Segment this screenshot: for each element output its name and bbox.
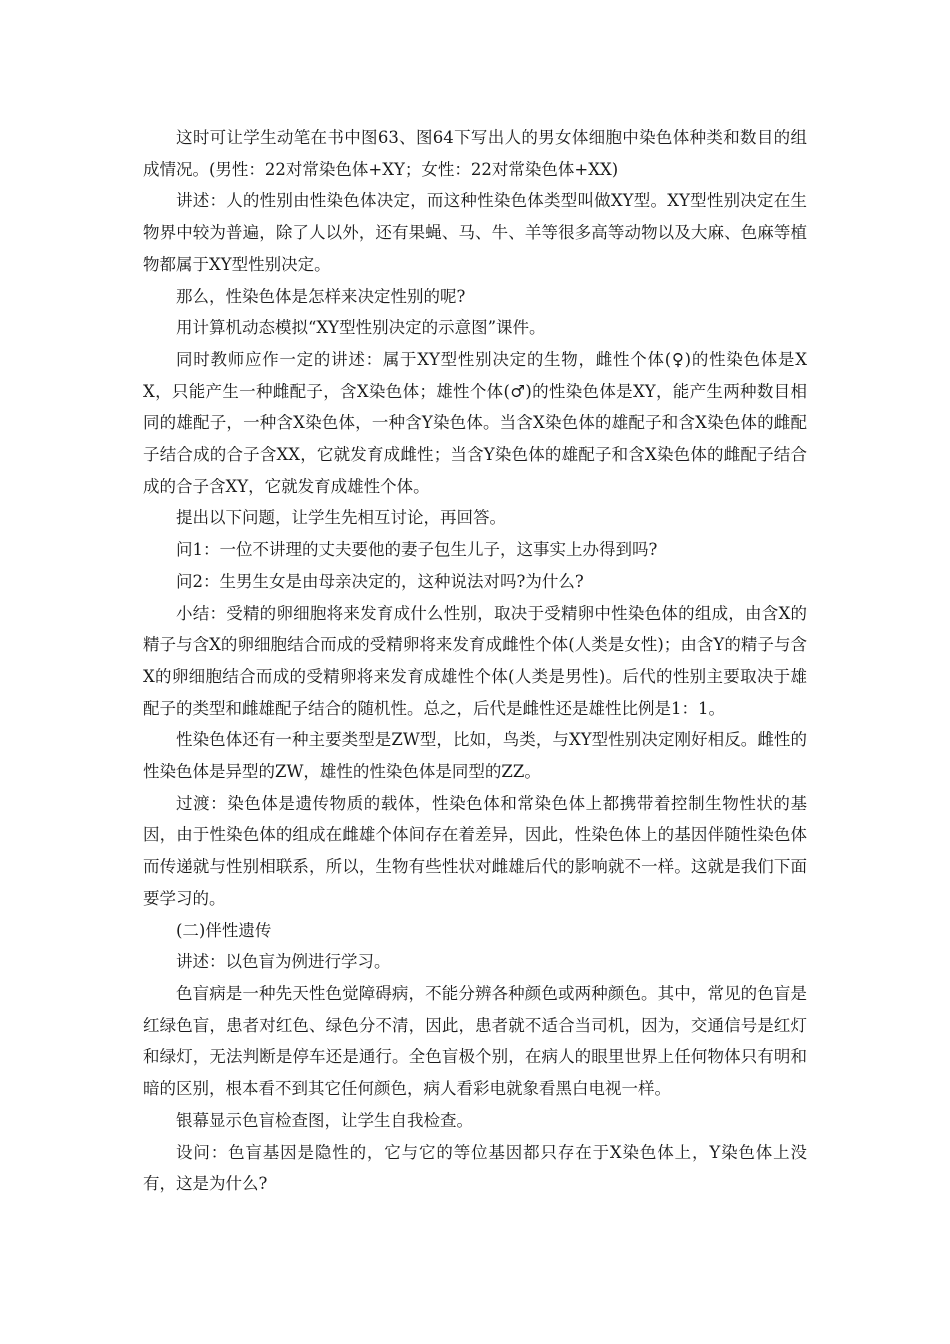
document-body (143, 122, 807, 1200)
paragraph-summary: 小结：受精的卵细胞将来发育成什么性别，取决于受精卵中性染色体的组成，由含X的精子与含X的卵细胞结合而成的受精卵将来发育成雌性个体(人类是女性)；由含Y的精子与含X的卵细胞结合而成的受精卵将来发育成雄性个体(人类是男性)。后代的性别主要取决于雄配子的类型和雌雄配子结合的随机性。总之，后代是雌性还是雄性比例是1：1。 (143, 603, 807, 718)
paragraph-gene-question: 设问：色盲基因是隐性的，它与它的等位基因都只存在于X染色体上，Y染色体上没有，这是为什么? (143, 1142, 807, 1194)
paragraph-color-blindness: 色盲病是一种先天性色觉障碍病，不能分辨各种颜色或两种颜色。其中，常见的色盲是红绿色盲，患者对红色、绿色分不清，因此，患者就不适合当司机，因为，交通信号是红灯和绿灯，无法判断是停车还是通行。全色盲极个别，在病人的眼里世界上任何物体只有明和暗的区别，根本看不到其它任何颜色，病人看彩电就象看黑白电视一样。 (143, 983, 807, 1099)
paragraph-computer-simulation: 用计算机动态模拟“XY型性别决定的示意图”课件。 (176, 318, 546, 338)
paragraph-question-intro: 那么，性染色体是怎样来决定性别的呢? (176, 286, 466, 306)
paragraph-zw-type: 性染色体还有一种主要类型是ZW型，比如，鸟类，与XY型性别决定刚好相反。雌性的性染色体是异型的ZW，雄性的性染色体是同型的ZZ。 (143, 730, 807, 782)
paragraph-xy-type-statement: 讲述：人的性别由性染色体决定，而这种性染色体类型叫做XY型。XY型性别决定在生物界中较为普遍，除了人以外，还有果蝇、马、牛、羊等很多高等动物以及大麻、色麻等植物都属于XY型性别决定。 (143, 191, 807, 274)
paragraph-color-blind-intro: 讲述：以色盲为例进行学习。 (176, 952, 391, 972)
paragraph-question-1: 问1：一位不讲理的丈夫要他的妻子包生儿子，这事实上办得到吗? (176, 540, 658, 560)
paragraph-teacher-explanation: 同时教师应作一定的讲述：属于XY型性别决定的生物，雌性个体(♀)的性染色体是XX，只能产生一种雌配子，含X染色体；雄性个体(♂)的性染色体是XY，能产生两种数目相同的雄配子，一种含X染色体，一种含Y染色体。当含X染色体的雄配子和含X染色体的雌配子结合成的合子含XX，它就发育成雌性；当含Y染色体的雄配子和含X染色体的雌配子结合成的合子含XY，它就发育成雄性个体。 (143, 349, 807, 496)
paragraph-chromosome-exercise: 这时可让学生动笔在书中图63、图64下写出人的男女体细胞中染色体种类和数目的组成情况。(男性：22对常染色体+XY；女性：22对常染色体+XX) (143, 128, 807, 179)
paragraph-screen-test: 银幕显示色盲检查图，让学生自我检查。 (176, 1110, 473, 1130)
paragraph-transition: 过渡：染色体是遗传物质的载体，性染色体和常染色体上都携带着控制生物性状的基因，由于性染色体的组成在雌雄个体间存在着差异，因此，性染色体上的基因伴随性染色体而传递就与性别相联系，所以，生物有些性状对雌雄后代的影响就不一样。这就是我们下面要学习的。 (143, 793, 807, 908)
paragraph-discussion-prompt: 提出以下问题，让学生先相互讨论，再回答。 (176, 508, 506, 528)
section-heading-sex-linked: (二)伴性遗传 (176, 920, 272, 940)
paragraph-question-2: 问2：生男生女是由母亲决定的，这种说法对吗?为什么? (176, 571, 584, 591)
